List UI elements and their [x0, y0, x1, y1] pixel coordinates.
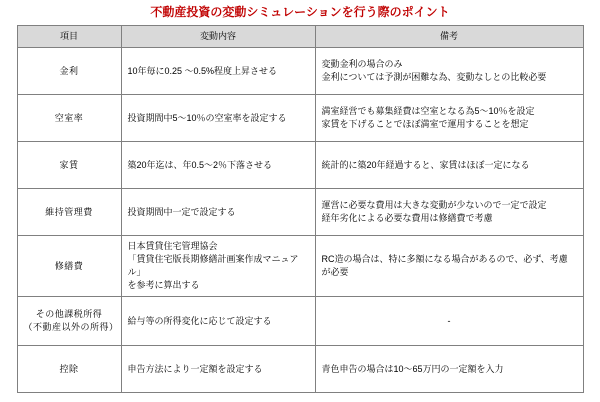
table-body — [17, 48, 583, 393]
row-content-line1: 投資期間中一定で設定する — [127, 206, 236, 217]
row-note-line2: 金利については予測が困難な為、変動なしとの比較必要 — [321, 72, 547, 82]
row-content-line1: 申告方法により一定額を設定する — [127, 363, 263, 374]
row-content — [121, 297, 315, 346]
row-note — [315, 142, 583, 189]
table-header — [17, 26, 583, 48]
row-note-line1: RC造の場合は、特に多額になる場合があるので、必ず、考慮 — [321, 254, 568, 264]
row-content-line2: 「賃貸住宅版長期修繕計画案作成マニュアル」 — [127, 254, 299, 277]
row-note-line1: 変動金利の場合のみ — [321, 59, 403, 69]
table-row — [17, 48, 583, 95]
simulation-points-table — [17, 25, 584, 393]
row-item-label: 家賃 — [17, 142, 121, 189]
row-note-line1: 運営に必要な費用は大きな変動が少ないので一定で設定 — [321, 200, 547, 210]
row-item-label: 控除 — [17, 346, 121, 393]
row-content-line1: 給与等の所得変化に応じて設定する — [127, 315, 272, 326]
row-item-label: 空室率 — [17, 95, 121, 142]
table-row — [17, 189, 583, 236]
row-item-label: 修繕費 — [17, 236, 121, 297]
row-note-line2: 経年劣化による必要な費用は修繕費で考慮 — [321, 213, 493, 223]
row-content — [121, 48, 315, 95]
row-note-line1: 青色申告の場合は10～65万円の一定額を入力 — [321, 363, 504, 374]
row-note — [315, 346, 583, 393]
row-content — [121, 95, 315, 142]
column-header-item: 項目 — [17, 26, 121, 48]
row-note — [315, 236, 583, 297]
table-header-row — [17, 26, 583, 48]
row-note — [315, 48, 583, 95]
row-content — [121, 346, 315, 393]
row-note-line1: 統計的に築20年経過すると、家賃はほぼ一定になる — [321, 159, 530, 170]
row-content-line3: を参考に算出する — [127, 280, 200, 290]
row-note-line2: が必要 — [321, 267, 349, 277]
row-content-line1: 日本賃貸住宅管理協会 — [127, 241, 218, 251]
table-row — [17, 297, 583, 346]
row-content-line1: 築20年迄は、年0.5～2％下落させる — [127, 159, 273, 170]
row-note: - — [315, 297, 583, 346]
row-content-line1: 投資期間中5～10％の空室率を設定する — [127, 112, 287, 123]
row-note — [315, 95, 583, 142]
table-row — [17, 346, 583, 393]
row-note-line2: 家賃を下げることでほぼ満室で運用することを想定 — [321, 119, 529, 129]
row-note — [315, 189, 583, 236]
column-header-content: 変動内容 — [121, 26, 315, 48]
table-row — [17, 95, 583, 142]
row-content — [121, 236, 315, 297]
page-title: 不動産投資の変動シミュレーションを行う際のポイント — [150, 5, 450, 19]
column-header-note: 備考 — [315, 26, 583, 48]
row-content-line1: 10年毎に0.25 ～0.5%程度上昇させる — [127, 65, 278, 76]
table-row — [17, 236, 583, 297]
row-item-label-main: その他課税所得 — [35, 309, 103, 319]
row-item-label: 維持管理費 — [17, 189, 121, 236]
table-row — [17, 142, 583, 189]
row-note-line1: 満室経営でも募集経費は空室となる為5～10％を設定 — [321, 106, 535, 116]
row-content — [121, 142, 315, 189]
row-content — [121, 189, 315, 236]
row-item-label-sub: （不動産以外の所得） — [23, 322, 119, 332]
row-item-label: 金利 — [17, 48, 121, 95]
row-item-label — [17, 297, 121, 346]
